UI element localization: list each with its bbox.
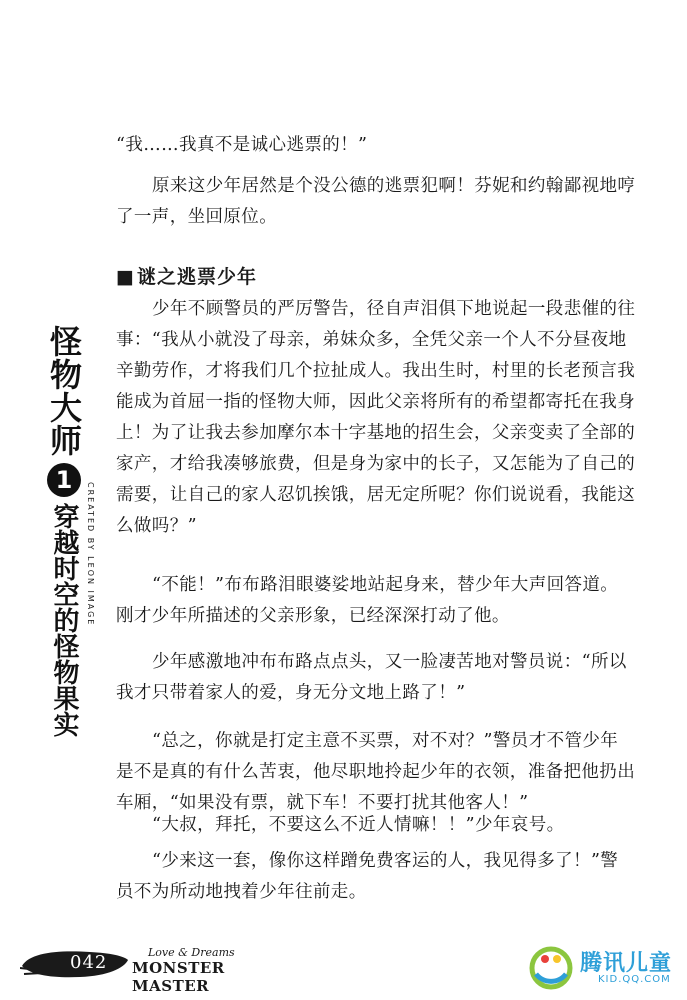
book-title-vertical: [44, 325, 84, 737]
paragraph-6: “总之，你就是打定主意不买票，对不对？”警员才不管少年是不是真的有什么苦衷，他尽职地拎起少年的衣领，准备把他扔出车厢，“如果没有票，就下车！不要打扰其他客人！”: [116, 731, 636, 813]
paragraph-7: “大叔，拜托，不要这么不近人情嘛！！”少年哀号。: [152, 815, 565, 835]
paragraph-8: “少来这一套，像你这样蹭免费客运的人，我见得多了！”警员不为所动地拽着少年往前走。: [116, 851, 619, 902]
heading-square-icon: ■: [116, 266, 135, 288]
page-footer: [20, 944, 280, 995]
credit-text: CREATED BY LEON IMAGE: [86, 482, 95, 627]
watermark-url: KID.QQ.COM: [598, 974, 671, 985]
page-number: 042: [70, 952, 108, 973]
paragraph-5: 少年感激地冲布布路点点头，又一脸凄苦地对警员说：“所以我才只带着家人的爱，身无分文地上路了！”: [116, 652, 627, 703]
paragraph-1: “我……我真不是诚心逃票的！”: [116, 135, 368, 155]
tencent-kids-logo-icon: [528, 944, 574, 990]
footer-brand-top: Love & Dreams: [148, 946, 235, 959]
paragraph-3: 少年不顾警员的严厉警告，径自声泪俱下地说起一段悲催的往事：“我从小就没了母亲，弟妹众多，全凭父亲一个人不分昼夜地辛勤劳作，才将我们几个拉扯成人。我出生时，村里的长老预言我能成为首屈一指的怪物大师，因此父亲将所有的希望都寄托在我身上！为了让我去参加摩尔本十字基地的招生会，父亲变卖了全部的家产，才给我凑够旅费，但是身为家中的长子，又怎能为了自己的需要，让自己的家人忍饥挨饿，居无定所呢？你们说说看，我能这么做吗？”: [116, 299, 636, 536]
volume-number-badge: 1: [47, 463, 81, 497]
section-heading-text: 谜之逃票少年: [136, 266, 257, 288]
series-title: 怪物大师: [45, 325, 83, 457]
footer-brand-main: MONSTER MASTER: [132, 959, 225, 995]
paragraph-2: 原来这少年居然是个没公德的逃票犯啊！芬妮和约翰鄙视地哼了一声，坐回原位。: [116, 176, 636, 227]
volume-title: 穿越时空的怪物果实: [49, 503, 79, 737]
watermark: [528, 940, 678, 992]
section-heading: [116, 262, 257, 289]
watermark-name: 腾讯儿童: [580, 951, 673, 976]
paragraph-4: “不能！”布布路泪眼婆娑地站起身来，替少年大声回答道。刚才少年所描述的父亲形象，已经深深打动了他。: [116, 575, 619, 626]
